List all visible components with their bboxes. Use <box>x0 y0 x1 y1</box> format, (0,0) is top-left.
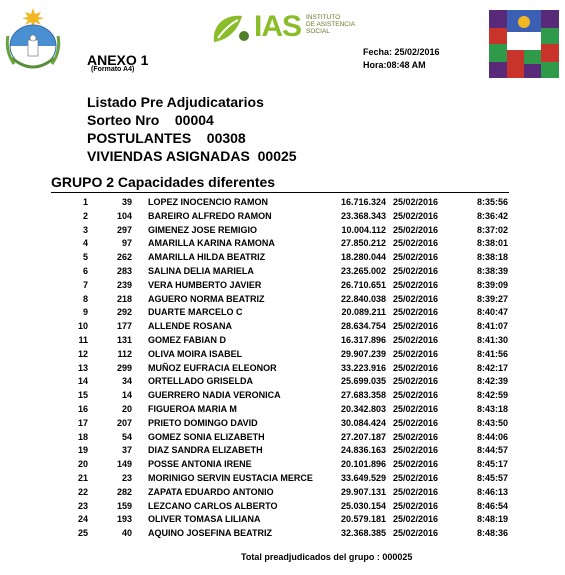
table-row <box>0 376 565 388</box>
postulante-number: 40 <box>121 528 132 539</box>
hora-label: Hora:08:48 AM <box>363 60 426 70</box>
postulante-number: 104 <box>116 210 132 221</box>
full-name: GOMEZ FABIAN D <box>148 335 226 345</box>
table-row <box>0 225 565 237</box>
dni-number: 22.840.038 <box>334 294 386 304</box>
assignment-date: 25/02/2016 <box>393 197 439 207</box>
row-index: 7 <box>82 279 88 290</box>
assignment-time: 8:44:06 <box>476 431 508 442</box>
assignment-time: 8:42:59 <box>476 390 508 401</box>
table-row <box>0 307 565 319</box>
dni-number: 30.084.424 <box>334 418 386 428</box>
assignment-date: 25/02/2016 <box>393 238 439 249</box>
table-row <box>0 294 565 306</box>
full-name: VERA HUMBERTO JAVIER <box>148 279 262 290</box>
row-index: 3 <box>82 224 88 235</box>
table-row <box>0 266 565 278</box>
assignment-time: 8:42:17 <box>476 362 508 373</box>
row-index: 5 <box>82 252 88 263</box>
assignment-time: 8:39:27 <box>476 293 508 304</box>
postulante-number: 131 <box>116 335 132 345</box>
postulante-number: 239 <box>116 279 132 290</box>
table-row <box>0 321 565 333</box>
full-name: ALLENDE ROSANA <box>148 321 233 332</box>
assignment-date: 25/02/2016 <box>393 404 439 414</box>
table-row <box>0 514 565 526</box>
table-row <box>0 238 565 250</box>
group-title: GRUPO 2 Capacidades diferentes <box>51 174 276 190</box>
dni-number: 10.004.112 <box>334 225 386 235</box>
postulante-number: 207 <box>116 417 132 428</box>
dni-number: 25.030.154 <box>334 501 386 511</box>
full-name: OLIVA MOIRA ISABEL <box>148 348 243 359</box>
full-name: LOPEZ INOCENCIO RAMON <box>148 197 269 207</box>
assignment-date: 25/02/2016 <box>393 486 439 497</box>
row-index: 19 <box>77 445 88 456</box>
postulante-number: 97 <box>121 238 132 249</box>
row-index: 23 <box>77 500 88 511</box>
group-divider <box>51 192 509 193</box>
full-name: FIGUEROA MARIA M <box>148 404 237 414</box>
postulante-number: 218 <box>116 293 132 304</box>
dni-number: 27.683.358 <box>334 390 386 400</box>
ias-subtitle: INSTITUTO DE ASISTENCIA SOCIAL <box>306 14 356 35</box>
postulante-number: 297 <box>116 224 132 235</box>
assignment-time: 8:43:50 <box>476 417 508 428</box>
assignment-time: 8:48:19 <box>476 514 508 525</box>
table-row <box>0 418 565 430</box>
row-index: 9 <box>82 307 88 318</box>
row-index: 4 <box>82 238 88 249</box>
postulante-number: 14 <box>121 390 132 401</box>
postulante-number: 20 <box>121 404 132 414</box>
dni-number: 25.699.035 <box>334 376 386 386</box>
dni-number: 16.716.324 <box>334 197 386 207</box>
table-row <box>0 501 565 513</box>
row-index: 24 <box>77 514 88 525</box>
postulante-number: 282 <box>116 486 132 497</box>
full-name: DUARTE MARCELO C <box>148 307 243 318</box>
dni-number: 32.368.385 <box>334 528 386 538</box>
viviendas-asignadas: VIVIENDAS ASIGNADAS 00025 <box>87 148 297 164</box>
assignment-date: 25/02/2016 <box>393 445 439 456</box>
full-name: BAREIRO ALFREDO RAMON <box>148 210 272 221</box>
postulante-number: 37 <box>121 445 132 456</box>
dni-number: 26.710.651 <box>334 280 386 290</box>
dni-number: 20.579.181 <box>334 514 386 524</box>
row-index: 15 <box>77 390 88 401</box>
postulante-number: 149 <box>116 459 132 470</box>
full-name: AQUINO JOSEFINA BEATRIZ <box>148 528 273 539</box>
row-index: 13 <box>77 362 88 373</box>
full-name: AGUERO NORMA BEATRIZ <box>148 293 265 304</box>
total-preadjudicados: Total preadjudicados del grupo : 000025 <box>241 552 413 562</box>
assignment-time: 8:46:13 <box>476 486 508 497</box>
row-index: 6 <box>82 266 88 276</box>
dni-number: 27.207.187 <box>334 432 386 442</box>
full-name: DIAZ SANDRA ELIZABETH <box>148 445 263 456</box>
full-name: GUERRERO NADIA VERONICA <box>148 390 281 401</box>
row-index: 8 <box>82 293 88 304</box>
assignment-date: 25/02/2016 <box>393 500 439 511</box>
full-name: OLIVER TOMASA LILIANA <box>148 514 261 525</box>
table-row <box>0 459 565 471</box>
dni-number: 28.634.754 <box>334 321 386 331</box>
row-index: 14 <box>77 376 88 387</box>
full-name: GIMENEZ JOSE REMIGIO <box>148 224 258 235</box>
table-row <box>0 390 565 402</box>
assignment-date: 25/02/2016 <box>393 210 439 221</box>
assignment-time: 8:41:30 <box>476 335 508 345</box>
row-index: 22 <box>77 486 88 497</box>
assignment-date: 25/02/2016 <box>393 431 439 442</box>
sorteo-number: Sorteo Nro 00004 <box>87 112 214 128</box>
assignment-date: 25/02/2016 <box>393 459 439 470</box>
postulante-number: 193 <box>116 514 132 525</box>
province-coat-of-arms-logo <box>4 6 62 74</box>
dni-number: 33.649.529 <box>334 473 386 483</box>
row-index: 10 <box>77 321 88 332</box>
assignment-date: 25/02/2016 <box>393 307 439 318</box>
postulante-number: 34 <box>121 376 132 387</box>
table-row <box>0 404 565 416</box>
full-name: AMARILLA HILDA BEATRIZ <box>148 252 266 263</box>
assignment-time: 8:35:56 <box>476 197 508 207</box>
table-row <box>0 280 565 292</box>
assignment-time: 8:41:56 <box>476 348 508 359</box>
dni-number: 23.368.343 <box>334 211 386 221</box>
assignment-time: 8:40:47 <box>476 307 508 318</box>
table-row <box>0 528 565 540</box>
ias-logo <box>208 8 358 48</box>
dni-number: 20.342.803 <box>334 404 386 414</box>
row-index: 21 <box>77 473 88 483</box>
assignment-time: 8:46:54 <box>476 500 508 511</box>
table-row <box>0 363 565 375</box>
assignment-time: 8:39:09 <box>476 279 508 290</box>
postulante-number: 159 <box>116 500 132 511</box>
full-name: AMARILLA KARINA RAMONA <box>148 238 275 249</box>
assignment-date: 25/02/2016 <box>393 362 439 373</box>
assignment-date: 25/02/2016 <box>393 252 439 263</box>
full-name: MUÑOZ EUFRACIA ELEONOR <box>148 362 277 373</box>
assignment-date: 25/02/2016 <box>393 514 439 525</box>
postulante-number: 112 <box>117 348 132 359</box>
anexo-title: ANEXO 1 <box>87 52 149 68</box>
assignment-date: 25/02/2016 <box>393 321 439 332</box>
full-name: PRIETO DOMINGO DAVID <box>148 417 258 428</box>
row-index: 11 <box>78 335 88 345</box>
dni-number: 33.223.916 <box>334 363 386 373</box>
assignment-date: 25/02/2016 <box>393 266 439 276</box>
table-row <box>0 197 565 209</box>
table-row <box>0 252 565 264</box>
row-index: 16 <box>77 404 88 414</box>
dni-number: 23.265.002 <box>334 266 386 276</box>
postulante-number: 262 <box>116 252 132 263</box>
row-index: 12 <box>77 348 88 359</box>
assignment-date: 25/02/2016 <box>393 528 439 539</box>
table-row <box>0 211 565 223</box>
fecha-label: Fecha: 25/02/2016 <box>363 47 440 57</box>
row-index: 18 <box>77 431 88 442</box>
dni-number: 18.280.044 <box>334 252 386 262</box>
dni-number: 20.089.211 <box>334 307 386 317</box>
full-name: GOMEZ SONIA ELIZABETH <box>148 431 265 442</box>
postulante-number: 299 <box>116 362 132 373</box>
dni-number: 29.907.239 <box>334 349 386 359</box>
row-index: 17 <box>77 417 88 428</box>
row-index: 2 <box>82 210 88 221</box>
dni-number: 16.317.896 <box>334 335 386 345</box>
assignment-time: 8:42:39 <box>476 376 508 387</box>
postulante-number: 54 <box>121 431 132 442</box>
assignment-date: 25/02/2016 <box>393 390 439 401</box>
formato-label: (Formato A4) <box>91 66 135 73</box>
postulante-number: 39 <box>121 197 132 207</box>
postulante-number: 292 <box>116 307 132 318</box>
postulante-number: 177 <box>116 321 132 332</box>
dni-number: 24.836.163 <box>334 445 386 455</box>
dni-number: 29.907.131 <box>334 487 386 497</box>
row-index: 25 <box>77 528 88 539</box>
assignment-date: 25/02/2016 <box>393 335 439 345</box>
assignment-time: 8:48:36 <box>476 528 508 539</box>
table-row <box>0 432 565 444</box>
full-name: ZAPATA EDUARDO ANTONIO <box>148 486 274 497</box>
dni-number: 27.850.212 <box>334 238 386 248</box>
table-row <box>0 487 565 499</box>
row-index: 1 <box>82 197 88 207</box>
table-row <box>0 335 565 347</box>
assignment-time: 8:45:57 <box>476 473 508 483</box>
assignment-time: 8:38:39 <box>476 266 508 276</box>
assignment-time: 8:41:07 <box>476 321 508 332</box>
full-name: POSSE ANTONIA IRENE <box>148 459 252 470</box>
assignment-date: 25/02/2016 <box>393 473 439 483</box>
ias-logo-text: IAS <box>254 10 302 43</box>
assignment-time: 8:43:18 <box>476 404 508 414</box>
full-name: ORTELLADO GRISELDA <box>148 376 253 387</box>
assignment-date: 25/02/2016 <box>393 376 439 387</box>
assignment-time: 8:36:42 <box>476 210 508 221</box>
assignment-time: 8:38:01 <box>476 238 508 249</box>
assignment-time: 8:45:17 <box>476 459 508 470</box>
row-index: 20 <box>77 459 88 470</box>
list-title: Listado Pre Adjudicatarios <box>87 94 264 110</box>
full-name: SALINA DELIA MARIELA <box>148 266 254 276</box>
assignment-date: 25/02/2016 <box>393 224 439 235</box>
province-flag-logo <box>489 10 559 78</box>
full-name: LEZCANO CARLOS ALBERTO <box>148 500 278 511</box>
assignment-time: 8:37:02 <box>476 224 508 235</box>
postulante-number: 283 <box>116 266 132 276</box>
assignment-date: 25/02/2016 <box>393 293 439 304</box>
assignment-time: 8:44:57 <box>476 445 508 456</box>
postulantes-count: POSTULANTES 00308 <box>87 130 246 146</box>
postulante-number: 23 <box>121 473 132 483</box>
dni-number: 20.101.896 <box>334 459 386 469</box>
ias-leaf-icon <box>208 8 252 48</box>
full-name: MORINIGO SERVIN EUSTACIA MERCE <box>148 473 313 483</box>
table-row <box>0 349 565 361</box>
assignment-date: 25/02/2016 <box>393 279 439 290</box>
assignment-time: 8:38:18 <box>476 252 508 263</box>
table-row <box>0 473 565 485</box>
table-row <box>0 445 565 457</box>
assignment-date: 25/02/2016 <box>393 417 439 428</box>
assignment-date: 25/02/2016 <box>393 348 439 359</box>
